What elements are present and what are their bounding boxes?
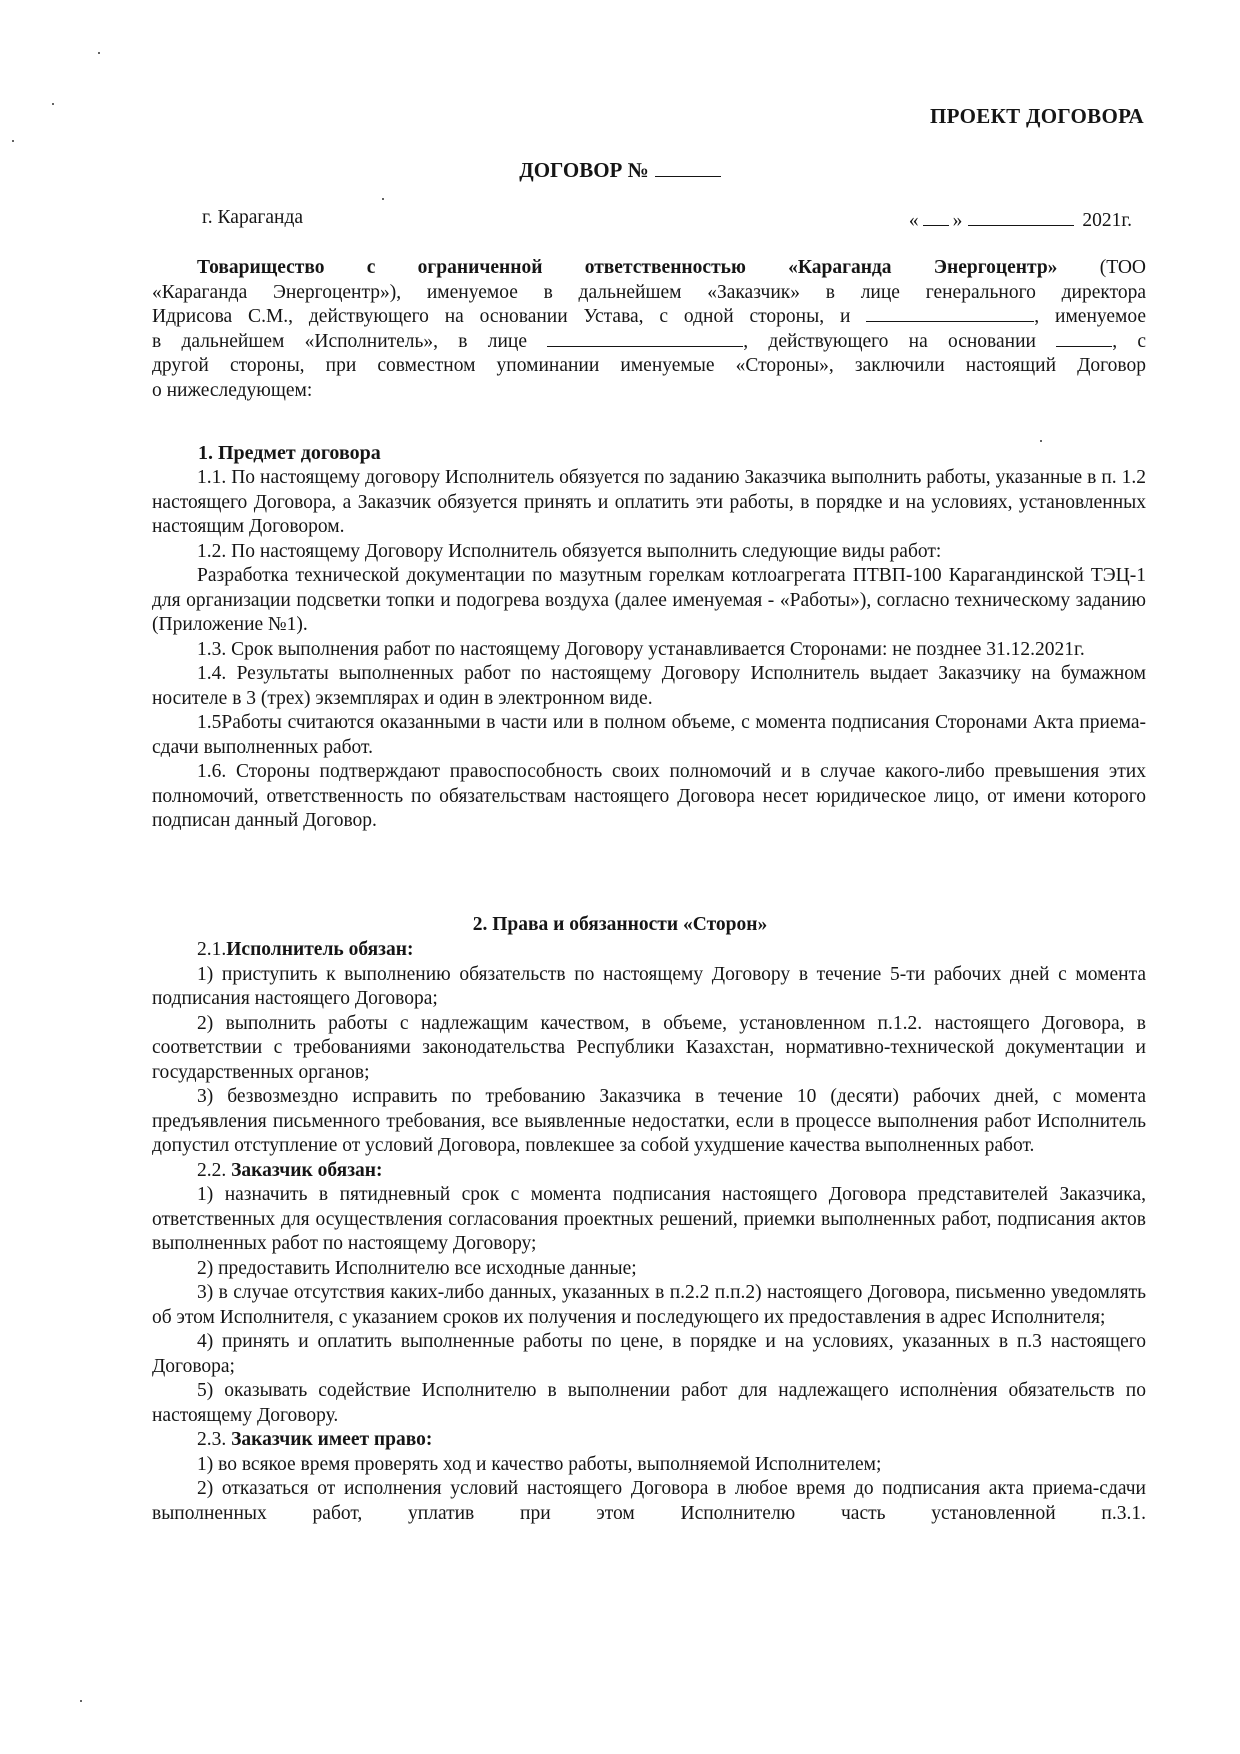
list-item: 2) отказаться от исполнения условий настоящего Договора в любое время до подписания акта приема-сдачи выполненных работ, уплатив при этом Исполнителю часть установленной п.3.1.: [152, 1478, 1146, 1524]
scan-speck: [382, 198, 384, 200]
preamble-line-3-end: , именуемое: [1034, 306, 1147, 327]
contract-title-text: ДОГОВОР №: [519, 158, 649, 182]
preamble-line-3: [152, 305, 1146, 330]
list-item: 5) оказывать содействие Исполнителю в выполнении работ для надлежащего исполнения обязательств по настоящему Договору.: [152, 1380, 1146, 1426]
clause-1-3: 1.3. Срок выполнения работ по настоящему Договору устанавливается Сторонами: не позднее 31.12.2021г.: [197, 638, 1085, 660]
representative-blank: [547, 330, 743, 347]
date-month-blank: [968, 211, 1074, 226]
clause-2-1-title: [152, 938, 1146, 963]
clause-1-6: 1.6. Стороны подтверждают правоспособность своих полномочий и в случае какого-либо превышения этих полномочий, ответственность по обязательствам настоящего Договора несет юридическое лицо, от имени которого подписан данный Договор.: [152, 761, 1146, 831]
clause-1-2: 1.2. По настоящему Договору Исполнитель обязуется выполнить следующие виды работ:: [197, 540, 942, 562]
preamble-line-4-mid: , действующего на основании: [743, 330, 1036, 352]
preamble-line-3-start: Идрисова С.М., действующего на основании Устава, с одной стороны, и: [152, 306, 851, 327]
date-day-blank: [923, 211, 949, 226]
section-2-body: [152, 938, 1146, 1526]
list-item: 2) выполнить работы с надлежащим качеством, в объеме, установленном п.1.2. настоящего Договора, в соответствии с требованиями законодательства Республики Казахстан, нормативно-технической документации и государственных органов;: [152, 1012, 1146, 1083]
scan-speck: [98, 52, 100, 54]
list-item: 1) назначить в пятидневный срок с момента подписания настоящего Договора представителей Заказчика, ответственных для осуществления согласования проектных решений, приемки выполненных работ, подписания актов выполненных работ по настоящему Договору;: [152, 1184, 1146, 1254]
basis-blank: [1056, 330, 1112, 347]
section-1-body: [152, 466, 1146, 834]
preamble-line-2: «Караганда Энергоцентр»), именуемое в дальнейшем «Заказчик» в лице генерального директора: [152, 281, 1146, 303]
clause-1-4: 1.4. Результаты выполненных работ по настоящему Договору Исполнитель выдает Заказчику на бумажном носителе в 3 (трех) экземплярах и один в электронном виде.: [152, 663, 1146, 709]
clause-2-2-label: Заказчик обязан:: [231, 1159, 383, 1181]
scan-speck: [1040, 440, 1042, 442]
party-name: Товарищество с ограниченной ответственностью «Караганда Энергоцентр»: [197, 257, 1058, 278]
list-item: 4) принять и оплатить выполненные работы по цене, в порядке и на условиях, указанных в п.3 настоящего Договора;: [152, 1331, 1146, 1377]
clause-2-1-num: 2.1.: [197, 939, 227, 960]
clause-2-3-num: 2.3.: [197, 1429, 227, 1450]
clause-1-1: 1.1. По настоящему договору Исполнитель обязуется по заданию Заказчика выполнить работы, указанные в п. 1.2 настоящего Договора, а Заказчик обязуется принять и оплатить эти работы, в порядке и на условиях, установленных настоящим Договором.: [152, 467, 1146, 537]
clause-2-2-title: [152, 1159, 1146, 1184]
clause-1-5: 1.5Работы считаются оказанными в части или в полном объеме, с момента подписания Сторонами Акта приема-сдачи выполненных работ.: [152, 712, 1146, 758]
preamble: [152, 256, 1146, 403]
preamble-line-1-tail: (ТОО: [1099, 257, 1147, 278]
preamble-line-4-start: в дальнейшем «Исполнитель», в лице: [152, 330, 528, 352]
section-1-heading: 1. Предмет договора: [198, 442, 381, 464]
section-2-heading: 2. Права и обязанности «Сторон»: [472, 914, 768, 935]
contract-number-blank: [655, 158, 721, 177]
preamble-line-1: [152, 256, 1146, 281]
scan-speck: [12, 140, 14, 142]
list-item: 1) приступить к выполнению обязательств по настоящему Договору в течение 5-ти рабочих дней с момента подписания настоящего Договора;: [152, 963, 1146, 1009]
preamble-line-4-end: , с: [1112, 330, 1146, 352]
preamble-line-4: [152, 330, 1146, 355]
clause-2-2-num: 2.2.: [197, 1159, 227, 1181]
list-item: 3) в случае отсутствия каких-либо данных, указанных в п.2.2 п.п.2) настоящего Договора, письменно уведомлять об этом Исполнителя, с указанием сроков их получения и последующего их предоставления в адрес Исполнителя;: [152, 1282, 1146, 1328]
preamble-line-5: другой стороны, при совместном упоминании именуемые «Стороны», заключили настоящий Договор: [152, 355, 1146, 376]
list-item: 3) безвозмездно исправить по требованию Заказчика в течение 10 (десяти) рабочих дней, с момента предъявления письменного требования, все выявленные недостатки, если в процессе выполнения работ Исполнитель допустил отступление от условий Договора, повлекшее за собой ухудшение качества выполненных работ.: [152, 1086, 1146, 1156]
scan-speck: [52, 103, 54, 105]
contractor-name-blank: [866, 305, 1034, 322]
date-close-quote: »: [952, 210, 963, 231]
list-item: 2) предоставить Исполнителю все исходные данные;: [197, 1257, 637, 1279]
contract-city: г. Караганда: [202, 207, 304, 228]
date-year: 2021г.: [1082, 210, 1132, 231]
preamble-line-6: о нижеследующем:: [152, 379, 313, 401]
project-label: ПРОЕКТ ДОГОВОРА: [930, 104, 1144, 128]
contract-title: [0, 158, 1240, 183]
clause-2-3-title: [152, 1428, 1146, 1453]
scan-speck: [80, 1700, 82, 1702]
list-item: 1) во всякое время проверять ход и качество работы, выполняемой Исполнителем;: [197, 1453, 882, 1475]
contract-date: [909, 209, 1132, 234]
date-open-quote: «: [908, 210, 919, 231]
clause-1-2-work: Разработка технической документации по мазутным горелкам котлоагрегата ПТВП-100 Карагандинской ТЭЦ-1 для организации подсветки топки и подогрева воздуха (далее именуемая - «Работы»), согласно техническому заданию (Приложение №1).: [152, 565, 1146, 635]
clause-2-1-label: Исполнитель обязан:: [226, 939, 414, 960]
clause-2-3-label: Заказчик имеет право:: [231, 1429, 433, 1450]
